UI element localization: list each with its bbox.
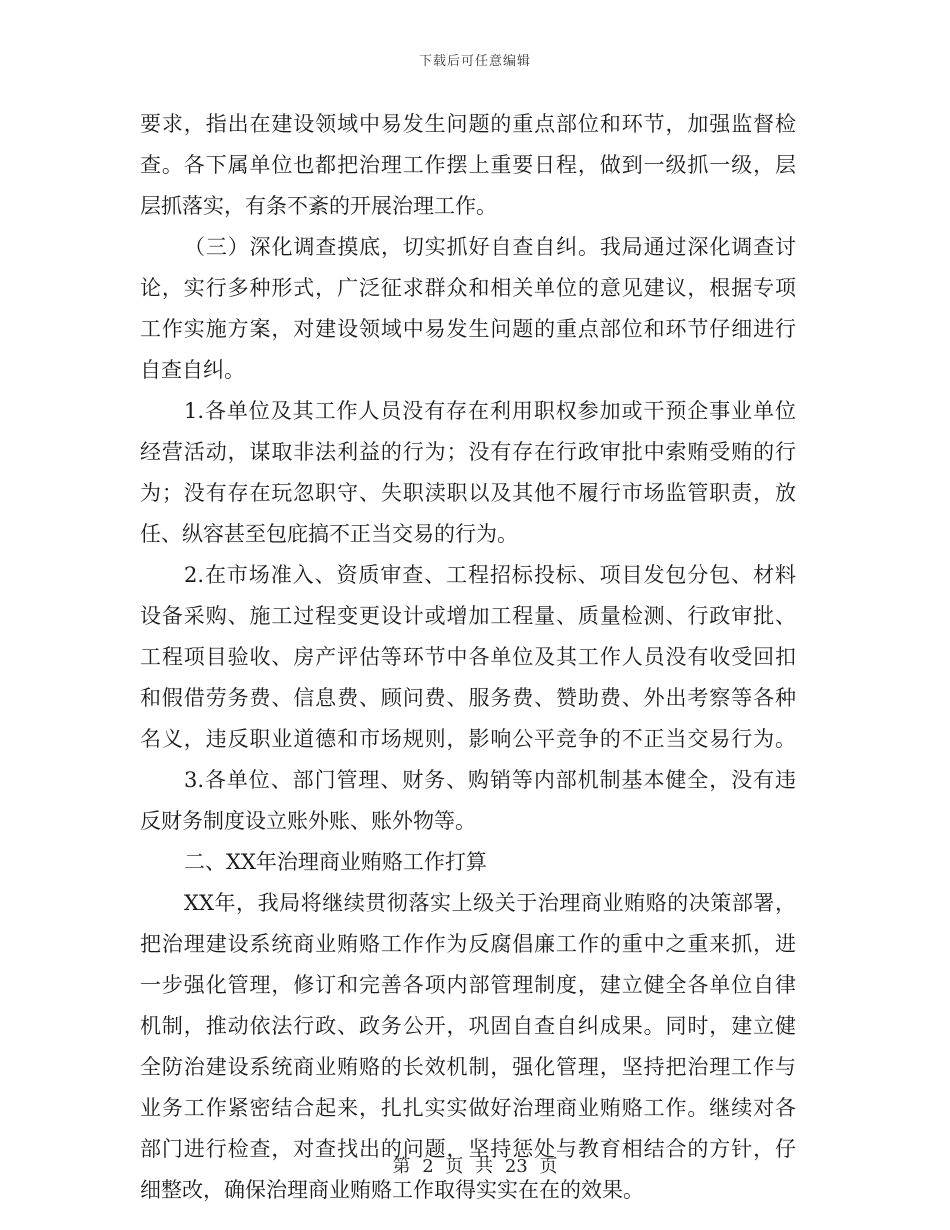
body-text-line: 全防治建设系统商业贿赂的长效机制，强化管理，坚持把治理工作与 bbox=[140, 1055, 796, 1079]
body-text-line: 机制，推动依法行政、政务公开，巩固自查自纠成果。同时，建立健 bbox=[140, 1014, 796, 1038]
body-text-line: 一步强化管理，修订和完善各项内部管理制度，建立健全各单位自律 bbox=[140, 973, 796, 997]
body-text-line: 层抓落实，有条不紊的开展治理工作。 bbox=[140, 194, 497, 218]
body-text-line: XX年，我局将继续贯彻落实上级关于治理商业贿赂的决策部署， bbox=[184, 891, 796, 915]
body-text-line: 论，实行多种形式，广泛征求群众和相关单位的意见建议，根据专项 bbox=[140, 276, 796, 300]
body-text-line: 把治理建设系统商业贿赂工作作为反腐倡廉工作的重中之重来抓，进 bbox=[140, 932, 796, 956]
body-text-line: 细整改，确保治理商业贿赂工作取得实实在在的效果。 bbox=[140, 1178, 644, 1202]
body-text-line: 工程项目验收、房产评估等环节中各单位及其工作人员没有收受回扣 bbox=[140, 645, 796, 669]
body-text-line: 经营活动，谋取非法利益的行为；没有存在行政审批中索贿受贿的行 bbox=[140, 440, 796, 464]
body-text-line: 反财务制度设立账外账、账外物等。 bbox=[140, 809, 476, 833]
body-text-line: 为；没有存在玩忽职守、失职渎职以及其他不履行市场监管职责，放 bbox=[140, 481, 796, 505]
body-text-line: 设备采购、施工过程变更设计或增加工程量、质量检测、行政审批、 bbox=[140, 604, 796, 628]
body-text-line: 工作实施方案，对建设领域中易发生问题的重点部位和环节仔细进行 bbox=[140, 317, 796, 341]
body-text-line: 业务工作紧密结合起来，扎扎实实做好治理商业贿赂工作。继续对各 bbox=[140, 1096, 796, 1120]
body-text-line: 和假借劳务费、信息费、顾问费、服务费、赞助费、外出考察等各种 bbox=[140, 686, 796, 710]
body-text-line: 2.在市场准入、资质审查、工程招标投标、项目发包分包、材料 bbox=[184, 563, 796, 587]
document-body bbox=[140, 104, 796, 1211]
body-text-line: 要求，指出在建设领域中易发生问题的重点部位和环节，加强监督检 bbox=[140, 112, 796, 136]
page-footer: 第 2 页 共 23 页 bbox=[392, 1156, 558, 1177]
body-text-line: 任、纵容甚至包庇搞不正当交易的行为。 bbox=[140, 522, 518, 546]
body-text-line: 3.各单位、部门管理、财务、购销等内部机制基本健全，没有违 bbox=[184, 768, 796, 792]
page-header: 下载后可任意编辑 bbox=[418, 54, 531, 69]
body-text-line: 自查自纠。 bbox=[140, 358, 245, 382]
body-text-line: 查。各下属单位也都把治理工作摆上重要日程，做到一级抓一级，层 bbox=[140, 153, 796, 177]
body-text-line: 二、XX年治理商业贿赂工作打算 bbox=[184, 850, 487, 874]
body-text-line: 名义，违反职业道德和市场规则，影响公平竞争的不正当交易行为。 bbox=[140, 727, 796, 751]
body-text-line: 1.各单位及其工作人员没有存在利用职权参加或干预企事业单位 bbox=[184, 399, 796, 423]
body-text-line: 部门进行检查，对查找出的问题，坚持惩处与教育相结合的方针，仔 bbox=[140, 1137, 796, 1161]
body-text-line: （三）深化调查摸底，切实抓好自查自纠。我局通过深化调查讨 bbox=[184, 235, 796, 259]
